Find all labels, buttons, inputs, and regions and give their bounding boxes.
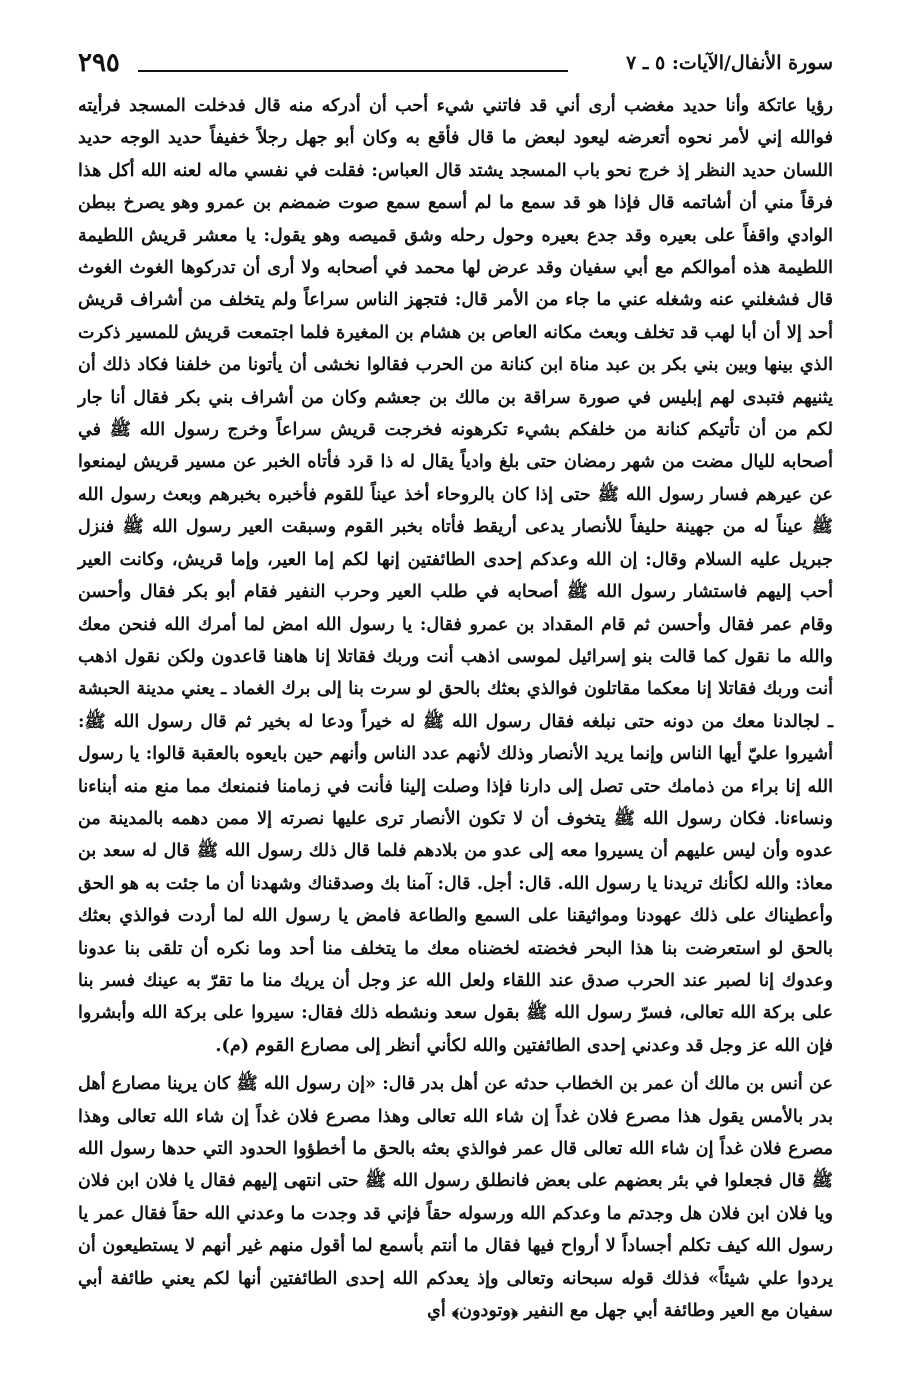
paragraph-2: عن أنس بن مالك أن عمر بن الخطاب حدثه عن أهل بدر قال: «إن رسول الله ﷺ كان يرينا مصارع أهل بدر بالأمس يقول هذا مصرع فلان غداً إن شاء الله تعالى وهذا مصرع فلان غداً إن شاء الله تعالى وهذا مصرع فلان غداً إن شاء الله تعالى قال عمر فوالذي بعثه بالحق ما أخطؤوا الحدود التي حدها رسول الله ﷺ قال فجعلوا في بئر بعضهم على بعض فانطلق رسول الله ﷺ حتى انتهى إليهم فقال يا فلان ابن فلان ويا فلان ابن فلان هل وجدتم ما وعدكم الله ورسوله حقاً فإني قد وجدت ما وعدني الله حقاً فقال عمر يا رسول الله كيف تكلم أجساداً لا أرواح فيها فقال ما أنتم بأسمع لما أقول منهم غير أنهم لا يستطيعون أن يردوا علي شيئاً» فذلك قوله سبحانه وتعالى وإذ يعدكم الله إحدى الطائفتين أنها لكم يعني طائفة أبي سفيان مع العير وطائفة أبي جهل مع النفير ﴿وتودون﴾ أي bbox=[78, 1073, 833, 1322]
page-number: ٢٩٥ bbox=[78, 48, 120, 78]
header-rule bbox=[138, 70, 568, 72]
body-text bbox=[78, 90, 833, 1327]
running-title: سورة الأنفال/الآيات: ٥ ـ ٧ bbox=[626, 52, 833, 74]
page-header bbox=[78, 46, 833, 86]
paragraph-1: رؤيا عاتكة وأنا حديد مغضب أرى أني قد فاتني شيء أحب أن أدركه منه قال فدخلت المسجد فرأيته فوالله إني لأمر نحوه أتعرضه ليعود لبعض ما قال فأقع به وكان أبو جهل رجلاً خفيفاً حديد الوجه حديد اللسان حديد النظر إذ خرج نحو باب المسجد يشتد قال العباس: فقلت في نفسي ماله لعنه الله أكل هذا فرقاً مني أن أشاتمه قال فإذا هو قد سمع ما لم أسمع سمع صوت ضمضم بن عمرو وهو يصرخ ببطن الوادي واقفاً على بعيره وقد جدع بعيره وحول رحله وشق قميصه وهو يقول: يا معشر قريش اللطيمة اللطيمة هذه أموالكم مع أبي سفيان وقد عرض لها محمد في أصحابه ولا أرى أن تدركوها الغوث الغوث قال فشغلني عنه وشغله عني ما جاء من الأمر قال: فتجهز الناس سراعاً ولم يتخلف من أشراف قريش أحد إلا أن أبا لهب قد تخلف وبعث مكانه العاص بن هشام بن المغيرة فلما اجتمعت قريش للمسير ذكرت الذي بينها وبين بني بكر بن عبد مناة ابن كنانة من الحرب فقالوا نخشى أن يأتونا من خلفنا فكاد ذلك أن يثنيهم فتبدى لهم إبليس في صورة سراقة بن مالك بن جعشم وكان من أشراف بني بكر فقال أنا جار لكم من أن تأتيكم كنانة من خلفكم بشيء تكرهونه فخرجت قريش سراعاً وخرج رسول الله ﷺ في أصحابه لليال مضت من شهر رمضان حتى بلغ وادياً يقال له ذا قرد فأتاه الخبر عن مسير قريش ليمنعوا عن عيرهم فسار رسول الله ﷺ حتى إذا كان بالروحاء أخذ عيناً للقوم فأخبره بخبرهم وبعث رسول الله ﷺ عيناً له من جهينة حليفاً للأنصار يدعى أريقط فأتاه بخبر القوم وسبقت العير رسول الله ﷺ فنزل جبريل عليه السلام وقال: إن الله وعدكم إحدى الطائفتين إنها لكم إما العير، وإما قريش، وكانت العير أحب إليهم فاستشار رسول الله ﷺ أصحابه في طلب العير وحرب النفير فقام أبو بكر فقال وأحسن وقام عمر فقال وأحسن ثم قام المقداد بن عمرو فقال: يا رسول الله امض لما أمرك الله فنحن معك والله ما نقول كما قالت بنو إسرائيل لموسى اذهب أنت وربك فقاتلا إنا هاهنا قاعدون ولكن نقول اذهب أنت وربك فقاتلا إنا معكما مقاتلون فوالذي بعثك بالحق لو سرت بنا إلى برك الغماد ـ يعني مدينة الحبشة ـ لجالدنا معك من دونه حتى نبلغه فقال رسول الله ﷺ له خيراً ودعا له بخير ثم قال رسول الله ﷺ: أشيروا عليّ أيها الناس وإنما يريد الأنصار وذلك لأنهم عدد الناس وأنهم حين بايعوه بالعقبة قالوا: يا رسول الله إنا براء من ذمامك حتى تصل إلى دارنا فإذا وصلت إلينا فأنت في زمامنا فنمنعك مما منع منه أبناءنا ونساءنا. فكان رسول الله ﷺ يتخوف أن لا تكون الأنصار ترى عليها نصرته إلا ممن دهمه بالمدينة من عدوه وأن ليس عليهم أن يسيروا معه إلى عدو من بلادهم فلما قال ذلك رسول الله ﷺ قال له سعد بن معاذ: والله لكأنك تريدنا يا رسول الله. قال: أجل. قال: آمنا بك وصدقناك وشهدنا أن ما جئت به هو الحق وأعطيناك على ذلك عهودنا ومواثيقنا على السمع والطاعة فامض يا رسول الله لما أردت فوالذي بعثك بالحق لو استعرضت بنا هذا البحر فخضته لخضناه معك ما يتخلف منا أحد وما نكره أن تلقى بنا عدونا وعدوك إنا لصبر عند الحرب صدق عند اللقاء ولعل الله عز وجل أن يريك منا ما تقرّ به عينك فسر بنا على بركة الله تعالى، فسرّ رسول الله ﷺ بقول سعد ونشطه ذلك فقال: سيروا على بركة الله وأبشروا فإن الله عز وجل قد وعدني إحدى الطائفتين والله لكأني أنظر إلى مصارع القوم (م). bbox=[78, 95, 833, 1056]
